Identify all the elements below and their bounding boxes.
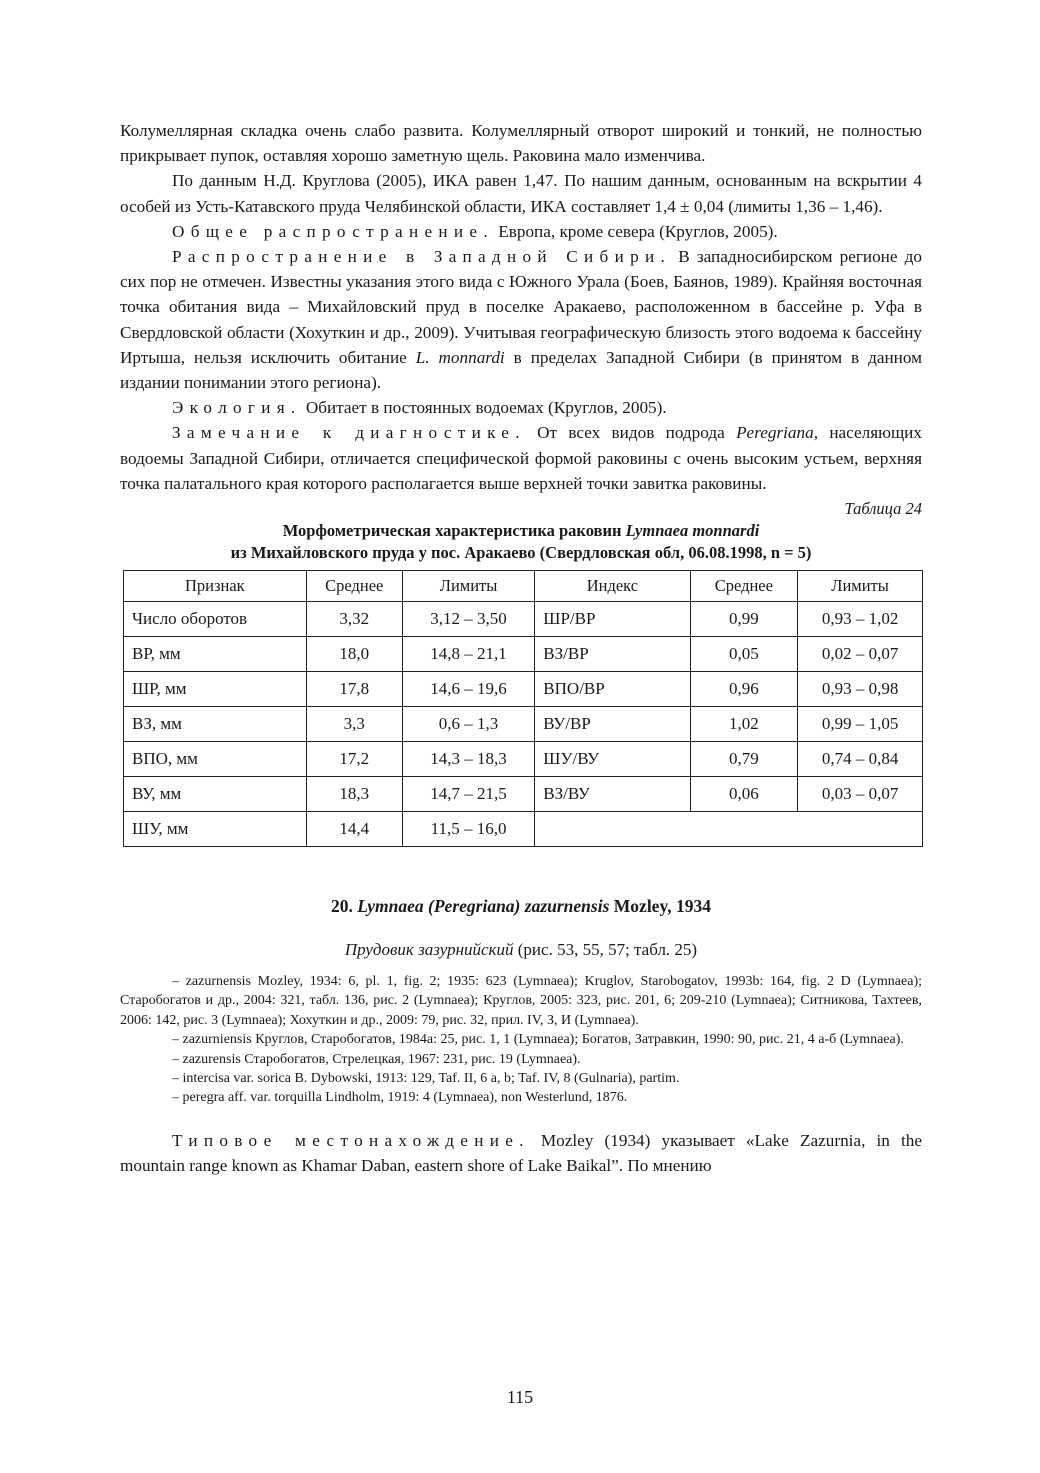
heading-type-locality: Типовое местонахождение. <box>172 1130 530 1150</box>
table-cell: 14,4 <box>306 812 402 847</box>
table-cell: 0,93 – 0,98 <box>798 672 923 707</box>
heading-remark: Замечание к диагностике. <box>172 423 526 443</box>
morphometry-table <box>123 570 923 847</box>
table-title-text: Морфометрическая характеристика раковин <box>282 521 626 541</box>
table-cell: Число оборотов <box>124 602 307 637</box>
page-number: 115 <box>506 1387 534 1407</box>
table-cell: 0,79 <box>690 742 798 777</box>
remark-text-1: От всех видов подрода <box>525 423 737 443</box>
table-row <box>124 707 923 742</box>
synonym-entry: – zazurniensis Круглов, Старобогатов, 1984a: 25, рис. 1, 1 (Lymnaea); Богатов, Затравкин, 1990: 90, рис. 21, 4 а-б (Lymnaea). <box>172 1032 904 1048</box>
table-cell: ВУ, мм <box>124 777 307 812</box>
genus-name: Peregriana <box>736 423 814 443</box>
table-cell: 14,6 – 19,6 <box>402 672 535 707</box>
table-cell: ШР, мм <box>124 672 307 707</box>
paragraph-ika: По данным Н.Д. Круглова (2005), ИКА равен 1,47. По нашим данным, основанным на вскрытии 4 особей из Усть-Катавского пруда Челябинской области, ИКА составляет 1,4 ± 0,04 (лимиты 1,36 – 1,46). <box>120 171 922 216</box>
table-cell: 14,7 – 21,5 <box>402 777 535 812</box>
table-cell: 3,12 – 3,50 <box>402 602 535 637</box>
west-siberia-text-1: В западносибирском регионе до сих пор не отмечен. Известны указания этого вида с Южного Урала (Боев, Баянов, 1989). Крайняя восточная точка обитания вида – Михайловский пруд в поселке Аракаево, расположенном в бассейне р. Уфа в Свердловской области (Хохуткин и др., 2009). Учитывая географическую близость этого водоема к бассейну Иртыша, нельзя исключить обитание <box>120 247 922 367</box>
type-locality-text: Mozley (1934) указывает «Lake Zazurnia, in the mountain range known as Khamar Daban, eastern shore of Lake Baikal”. По мнению <box>120 1130 922 1176</box>
table-cell: 17,2 <box>306 742 402 777</box>
table-row <box>124 777 923 812</box>
page-body <box>120 118 922 1178</box>
header-cell: Среднее <box>690 571 798 602</box>
table-row <box>124 672 923 707</box>
synonym-entry: – peregra aff. var. torquilla Lindholm, 1919: 4 (Lymnaea), non Westerlund, 1876. <box>172 1090 628 1106</box>
paragraph-type-locality <box>120 1128 922 1178</box>
heading-general-distribution: Общее распространение. <box>172 221 494 241</box>
table-cell: 0,99 – 1,05 <box>798 707 923 742</box>
synonym-entry: – zazurensis Старобогатов, Стрелецкая, 1967: 231, рис. 19 (Lymnaea). <box>172 1051 581 1067</box>
table-cell: 0,74 – 0,84 <box>798 742 923 777</box>
general-distribution-text: Европа, кроме севера (Круглов, 2005). <box>493 221 778 241</box>
paragraph-general-distribution <box>120 219 922 244</box>
remark-text-2: , населяющих водоемы Западной Сибири, отличается специфической формой раковины с очень высоким устьем, верхняя точка палатального края которого располагается выше верхней точки завитка раковины. <box>120 423 922 493</box>
table-caption: Таблица 24 <box>844 499 922 519</box>
table-cell: ШУ/ВУ <box>535 742 690 777</box>
synonym-entry: – intercisa var. sorica B. Dybowski, 1913: 129, Taf. II, 6 a, b; Taf. IV, 8 (Gulnaria), partim. <box>172 1071 680 1087</box>
table-cell: 0,99 <box>690 602 798 637</box>
section-author: Mozley, 1934 <box>609 896 711 917</box>
table-row <box>124 742 923 777</box>
table-row <box>124 637 923 672</box>
section-number: 20. <box>331 896 358 917</box>
table-row <box>124 602 923 637</box>
table-row <box>124 812 923 847</box>
table-cell: 18,3 <box>306 777 402 812</box>
common-name: Прудовик зазурнийский <box>344 940 514 960</box>
table-cell: 0,05 <box>690 637 798 672</box>
table-cell: ШР/ВР <box>535 602 690 637</box>
table-cell: 0,03 – 0,07 <box>798 777 923 812</box>
table-cell: 0,93 – 1,02 <box>798 602 923 637</box>
table-cell: 0,6 – 1,3 <box>402 707 535 742</box>
table-cell: ВЗ/ВР <box>535 637 690 672</box>
section-genus: Lymnaea (Peregriana) <box>357 896 525 917</box>
header-cell: Лимиты <box>402 571 535 602</box>
synonymy-list <box>120 972 922 1108</box>
table-cell: 0,06 <box>690 777 798 812</box>
species-section-title <box>120 894 922 918</box>
header-cell: Среднее <box>306 571 402 602</box>
table-title-species: Lymnaea monnardi <box>625 521 760 541</box>
table-cell: 1,02 <box>690 707 798 742</box>
table-cell: ШУ, мм <box>124 812 307 847</box>
table-cell: ВПО/ВР <box>535 672 690 707</box>
synonym-entry: – zazurnensis Mozley, 1934: 6, pl. 1, fig. 2; 1935: 623 (Lymnaea); Kruglov, Starobogatov, 1993b: 164, fig. 2 D (Lymnaea); Старобогатов и др., 2004: 321, табл. 136, рис. 2 (Lymnaea); Круглов, 2005: 323, рис. 201, 6; 209-210 (Lymnaea); Ситникова, Тахтеев, 2006: 142, рис. 3 (Lymnaea); Хохуткин и др., 2009: 79, рис. 32, прил. IV, З, И (Lymnaea). <box>120 974 922 1028</box>
west-siberia-text-2: в пределах Западной Сибири (в принятом в данном издании понимании этого региона). <box>120 347 923 393</box>
header-cell: Индекс <box>535 571 690 602</box>
heading-west-siberia: Распространение в Западной Сибири. <box>172 247 672 267</box>
table-cell: 17,8 <box>306 672 402 707</box>
heading-ecology: Экология. <box>172 398 302 418</box>
table-cell: ВПО, мм <box>124 742 307 777</box>
table-cell: 3,32 <box>306 602 402 637</box>
table-cell: 0,02 – 0,07 <box>798 637 923 672</box>
table-title <box>120 520 922 542</box>
common-name-line <box>120 938 922 962</box>
paragraph-west-siberia <box>120 244 922 395</box>
paragraph-shell-description: Колумеллярная складка очень слабо развита. Колумеллярный отворот широкий и тонкий, не полностью прикрывает пупок, оставляя хорошо заметную щель. Раковина мало изменчива. <box>120 121 922 166</box>
table-cell: 14,3 – 18,3 <box>402 742 535 777</box>
ecology-text: Обитает в постоянных водоемах (Круглов, 2005). <box>301 398 667 418</box>
section-species: zazurnensis <box>524 896 610 917</box>
header-cell: Признак <box>124 571 307 602</box>
paragraph-ecology <box>120 395 922 420</box>
table-cell: ВУ/ВР <box>535 707 690 742</box>
table-header-row <box>124 571 923 602</box>
table-cell: ВЗ, мм <box>124 707 307 742</box>
table-empty-cell <box>535 812 923 847</box>
table-cell: 14,8 – 21,1 <box>402 637 535 672</box>
table-cell: 18,0 <box>306 637 402 672</box>
paragraph-remark <box>120 420 922 496</box>
table-cell: ВЗ/ВУ <box>535 777 690 812</box>
header-cell: Лимиты <box>798 571 923 602</box>
table-cell: ВР, мм <box>124 637 307 672</box>
species-name: L. monnardi <box>415 347 505 367</box>
table-cell: 11,5 – 16,0 <box>402 812 535 847</box>
table-cell: 3,3 <box>306 707 402 742</box>
table-cell: 0,96 <box>690 672 798 707</box>
table-title-line-2: из Михайловского пруда у пос. Аракаево (Свердловская обл, 06.08.1998, n = 5) <box>230 543 812 563</box>
common-name-refs: (рис. 53, 55, 57; табл. 25) <box>513 940 698 960</box>
